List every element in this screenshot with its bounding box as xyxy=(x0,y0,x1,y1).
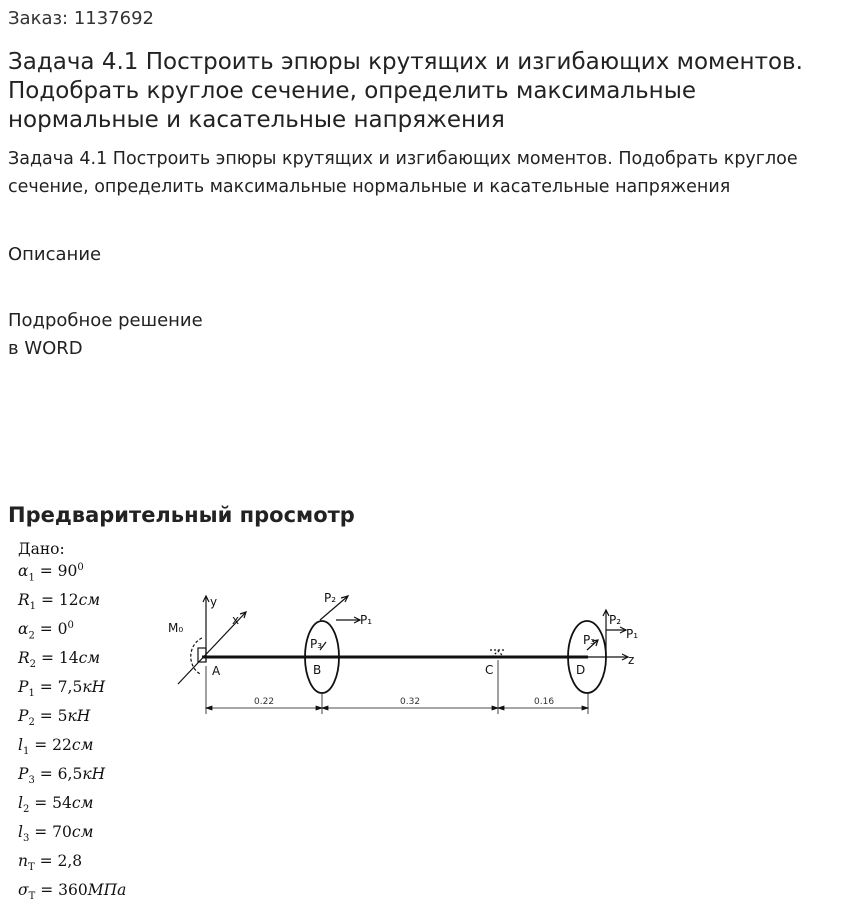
given-item xyxy=(18,649,100,670)
description-line-1: Подробное решение xyxy=(8,310,203,331)
given-symbol: P xyxy=(18,678,29,696)
given-unit: МПа xyxy=(87,881,127,899)
given-value: = 14 xyxy=(36,649,79,667)
given-label: Дано: xyxy=(18,540,65,558)
task-summary: Задача 4.1 Построить эпюры крутящих и изгибающих моментов. Подобрать круглое сечение, определить максимальные нормальные и касательные напряжения xyxy=(8,149,798,197)
given-item xyxy=(18,823,93,844)
label-b: B xyxy=(313,663,322,677)
label-p3-d: P₃ xyxy=(583,633,596,647)
given-symbol: σ xyxy=(18,881,29,899)
given-unit: кН xyxy=(82,678,106,696)
given-value: = 7,5 xyxy=(34,678,83,696)
given-item xyxy=(18,765,105,786)
label-m0: M₀ xyxy=(168,621,184,635)
given-value: = 12 xyxy=(36,591,79,609)
given-subscript: 3 xyxy=(22,833,30,845)
given-unit: см xyxy=(78,649,101,667)
given-unit: кН xyxy=(67,707,91,725)
given-symbol: R xyxy=(18,591,30,609)
given-subscript: 2 xyxy=(28,630,35,642)
label-d: D xyxy=(576,663,586,677)
label-p1-b: P₁ xyxy=(360,613,373,627)
given-item xyxy=(18,562,84,583)
preview-heading: Предварительный просмотр xyxy=(8,503,355,527)
given-item xyxy=(18,736,93,757)
page-title: Задача 4.1 Построить эпюры крутящих и изгибающих моментов. Подобрать круглое сечение, определить максимальные нормальные и касательные напряжения xyxy=(8,49,803,133)
given-subscript: 1 xyxy=(22,746,30,758)
given-value: = 360 xyxy=(35,881,88,899)
given-value: = 70 xyxy=(29,823,72,841)
given-value: = 54 xyxy=(29,794,72,812)
given-item xyxy=(18,794,93,815)
given-symbol: n xyxy=(18,852,28,870)
given-unit: см xyxy=(71,823,94,841)
given-value: = 6,5 xyxy=(34,765,83,783)
given-unit: см xyxy=(71,736,94,754)
given-item xyxy=(18,881,126,902)
description-heading: Описание xyxy=(8,244,102,265)
given-subscript: T xyxy=(27,862,35,874)
given-item xyxy=(18,678,105,699)
label-c: C xyxy=(485,663,494,677)
given-unit: кН xyxy=(82,765,106,783)
given-item xyxy=(18,591,100,612)
given-symbol: R xyxy=(18,649,30,667)
dim-label-2: 0.32 xyxy=(400,697,421,707)
given-item xyxy=(18,852,82,873)
dim-label-3: 0.16 xyxy=(534,697,555,707)
given-value: = 5 xyxy=(34,707,68,725)
given-superscript: 0 xyxy=(67,620,74,631)
given-subscript: 3 xyxy=(28,775,35,787)
given-subscript: 2 xyxy=(28,717,35,729)
description-line-2: в WORD xyxy=(8,338,83,359)
given-symbol: α xyxy=(18,562,29,581)
given-value: = 90 xyxy=(34,562,78,581)
label-x: x xyxy=(232,613,240,627)
label-p2-b: P₂ xyxy=(324,591,337,605)
shaft-diagram xyxy=(160,580,650,720)
given-symbol: P xyxy=(18,707,29,725)
given-symbol: l xyxy=(18,794,23,812)
given-symbol: P xyxy=(18,765,29,783)
label-p3-b: P₃ xyxy=(310,637,323,651)
given-subscript: 1 xyxy=(28,688,35,700)
given-value: = 0 xyxy=(34,620,68,639)
label-a: A xyxy=(212,664,221,678)
label-y: y xyxy=(210,595,218,609)
description-text xyxy=(8,307,203,363)
given-subscript: T xyxy=(28,891,36,903)
given-value: = 22 xyxy=(29,736,72,754)
dim-label-1: 0.22 xyxy=(254,697,275,707)
given-value: = 2,8 xyxy=(34,852,83,870)
given-item xyxy=(18,707,90,728)
given-symbol: α xyxy=(18,620,29,639)
label-p2-d: P₂ xyxy=(609,613,622,627)
given-subscript: 1 xyxy=(28,572,35,584)
given-subscript: 2 xyxy=(22,804,30,816)
given-unit: см xyxy=(78,591,101,609)
given-unit: см xyxy=(71,794,94,812)
given-symbol: l xyxy=(18,823,23,841)
given-subscript: 2 xyxy=(29,659,37,671)
order-number: Заказ: 1137692 xyxy=(8,8,154,29)
label-p1-d: P₁ xyxy=(626,627,639,641)
given-symbol: l xyxy=(18,736,23,754)
given-superscript: 0 xyxy=(77,562,84,573)
given-subscript: 1 xyxy=(29,601,37,613)
label-z: z xyxy=(628,653,635,667)
given-item xyxy=(18,620,74,641)
